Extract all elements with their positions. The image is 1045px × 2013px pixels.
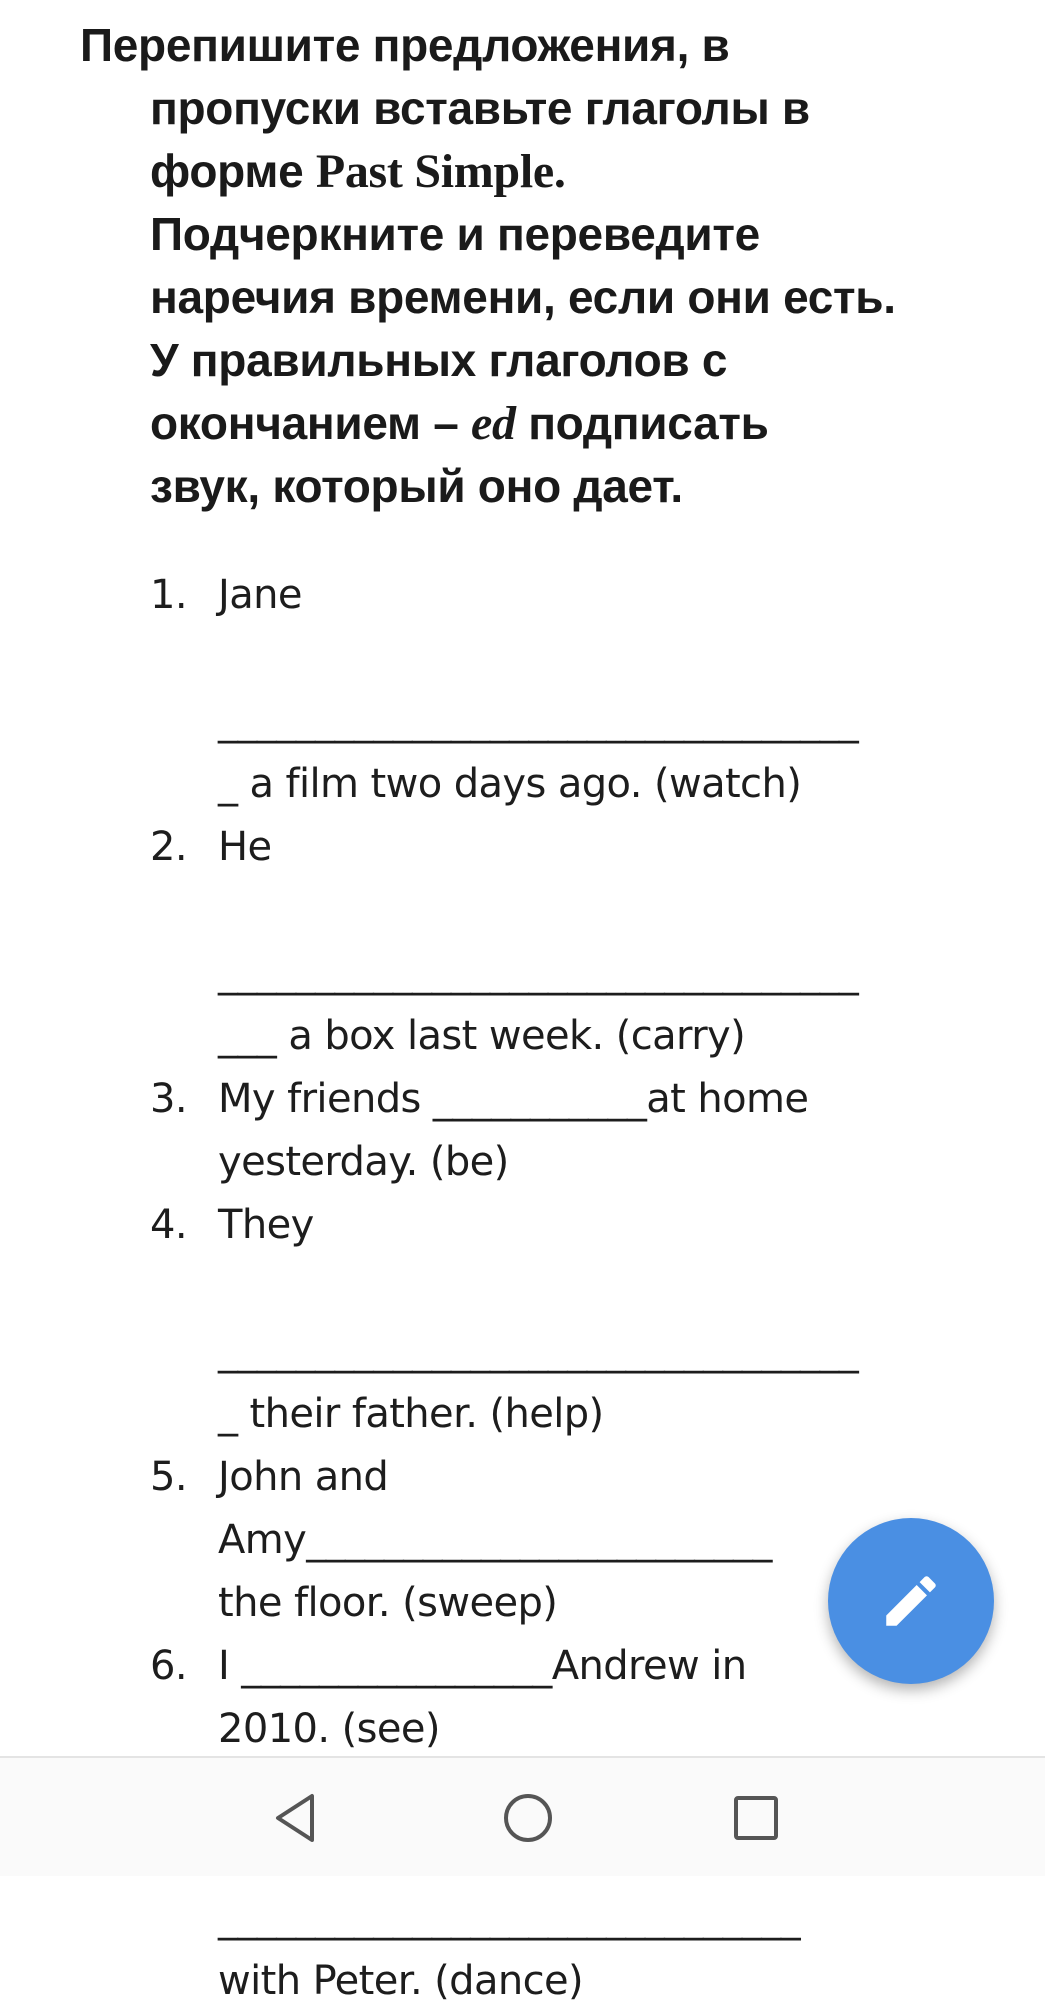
exercise-number: 2. bbox=[150, 824, 187, 870]
exercise-text: Jane bbox=[218, 572, 302, 618]
instruction-line-7 bbox=[80, 392, 1030, 455]
answer-blank: _________________________________ bbox=[218, 698, 859, 744]
instruction-line-8: звук, который оно дает. bbox=[150, 460, 683, 512]
instruction-text: окончанием – bbox=[150, 397, 471, 449]
exercise-text: I ________________Andrew in bbox=[218, 1643, 747, 1689]
exercise-number: 6. bbox=[150, 1643, 187, 1689]
back-button[interactable] bbox=[266, 1788, 326, 1848]
home-circle-icon bbox=[500, 1790, 556, 1846]
edit-fab-button[interactable] bbox=[828, 1518, 994, 1684]
line-gap bbox=[218, 879, 970, 942]
exercise-text: ___ a box last week. (carry) bbox=[218, 1013, 746, 1059]
exercise-text: He bbox=[218, 824, 272, 870]
exercise-item bbox=[150, 816, 970, 1068]
exercise-text: _ a film two days ago. (watch) bbox=[218, 761, 802, 807]
exercise-number: 5. bbox=[150, 1454, 187, 1500]
exercise-text: 2010. (see) bbox=[218, 1706, 440, 1752]
back-triangle-icon bbox=[268, 1790, 324, 1846]
instruction-text: форме bbox=[150, 145, 316, 197]
answer-blank: _________________________________ bbox=[218, 1328, 859, 1374]
recents-button[interactable] bbox=[726, 1788, 786, 1848]
exercise-item bbox=[150, 1194, 970, 1446]
answer-blank: ______________________________ bbox=[218, 1895, 801, 1941]
instruction-line-2: пропуски вставьте глаголы в bbox=[150, 82, 810, 134]
ed-ending-term: ed bbox=[471, 397, 516, 450]
past-simple-term: Past Simple. bbox=[315, 145, 566, 198]
exercise-text: with Peter. (dance) bbox=[218, 1958, 584, 2004]
instruction-line-4: Подчеркните и переведите bbox=[150, 208, 760, 260]
line-gap bbox=[218, 627, 970, 690]
instruction-line-1: Перепишите предложения, в bbox=[80, 19, 730, 71]
exercise-text: _ their father. (help) bbox=[218, 1391, 604, 1437]
exercise-item bbox=[150, 564, 970, 816]
instruction-line-3 bbox=[80, 140, 1030, 203]
instruction-text: подписать bbox=[515, 397, 769, 449]
exercise-text: Amy________________________ bbox=[218, 1517, 772, 1563]
exercise-number: 3. bbox=[150, 1076, 187, 1122]
exercise-item bbox=[150, 1068, 970, 1194]
exercise-number: 1. bbox=[150, 572, 187, 618]
line-gap bbox=[218, 1257, 970, 1320]
exercise-text: They bbox=[218, 1202, 314, 1248]
recents-square-icon bbox=[728, 1790, 784, 1846]
exercise-text: the floor. (sweep) bbox=[218, 1580, 558, 1626]
exercise-text: My friends ___________at home bbox=[218, 1076, 809, 1122]
exercise-number: 4. bbox=[150, 1202, 187, 1248]
system-navigation-bar bbox=[0, 1756, 1045, 1876]
exercise-text: John and bbox=[218, 1454, 389, 1500]
instruction-line-5: наречия времени, если они есть. bbox=[150, 271, 896, 323]
answer-blank: _________________________________ bbox=[218, 950, 859, 996]
exercise-text: yesterday. (be) bbox=[218, 1139, 509, 1185]
instruction-line-6: У правильных глаголов с bbox=[150, 334, 728, 386]
home-button[interactable] bbox=[498, 1788, 558, 1848]
instructions bbox=[80, 14, 1030, 518]
pencil-icon bbox=[878, 1568, 944, 1634]
